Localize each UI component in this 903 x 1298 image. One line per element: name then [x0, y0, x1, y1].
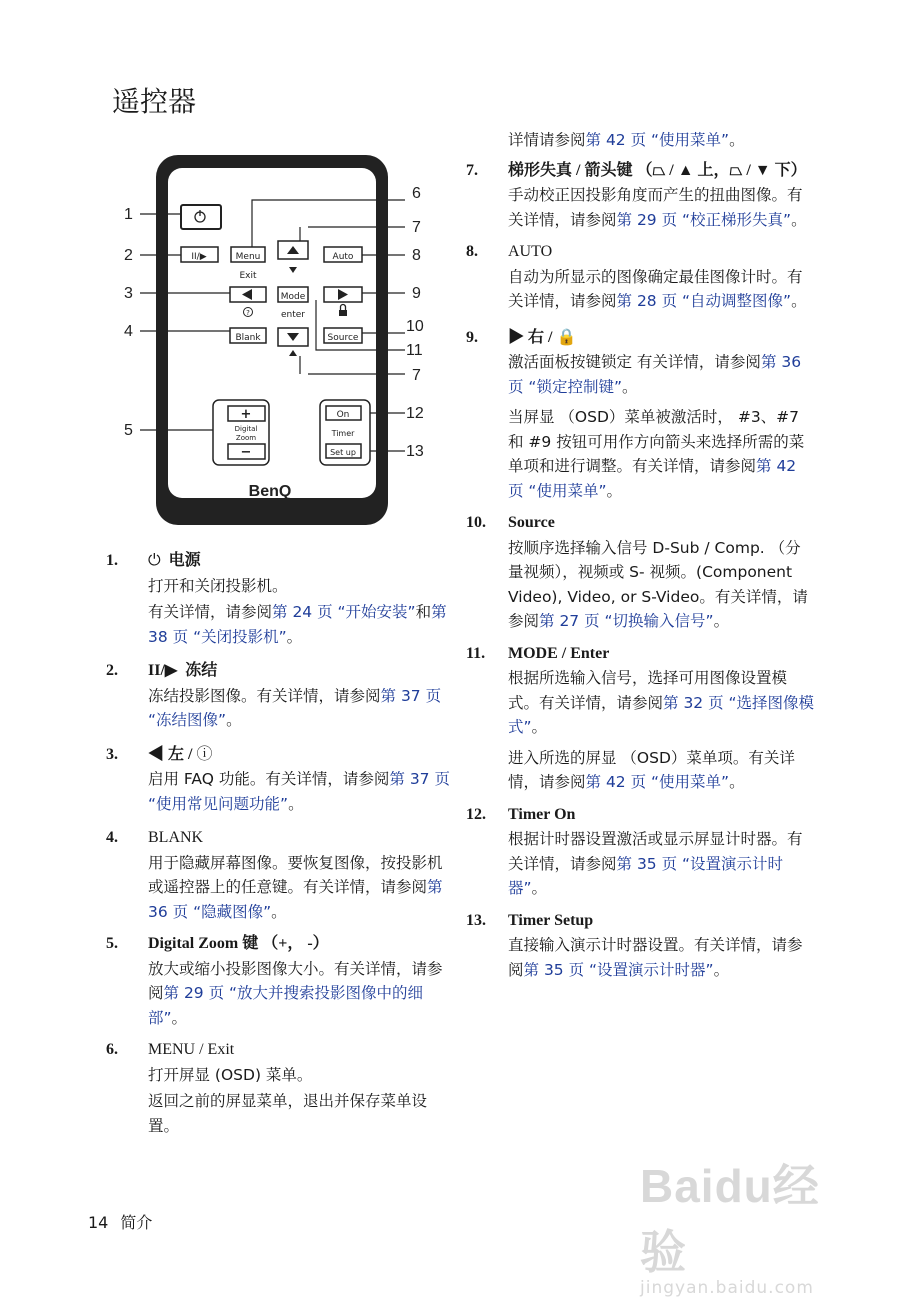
- page-number: 14: [88, 1213, 109, 1232]
- link[interactable]: 第 38 页 “关闭投影机”: [148, 603, 447, 646]
- page-title: 遥控器: [112, 85, 197, 118]
- list-item: 2. II/▶ 冻结 冻结投影图像。有关详情，请参阅第 37 页 “冻结图像”。: [106, 662, 442, 729]
- callout-4: 4: [124, 323, 133, 340]
- link[interactable]: 第 29 页 “放大并搜索投影图像中的细部”: [148, 984, 424, 1027]
- remote-diagram: [100, 150, 440, 530]
- callout-7a: 7: [412, 219, 421, 236]
- page-footer: [88, 1210, 152, 1233]
- link[interactable]: 第 37 页 “使用常见问题功能”: [148, 770, 450, 813]
- link[interactable]: 第 24 页 “开始安装”: [272, 603, 416, 621]
- list-item: 10. Source 按顺序选择输入信号 D-Sub / Comp. （分量视频），视频或 S- 视频。(Component Video), Video, or S-Video。有关详情，请参阅第 27 页 “切换输入信号”。: [466, 514, 808, 630]
- callout-5: 5: [124, 422, 133, 439]
- zoom-label: Zoom: [235, 434, 257, 442]
- mode-label: Mode: [280, 292, 306, 302]
- callout-1: 1: [124, 206, 133, 223]
- watermark: [640, 1150, 860, 1298]
- list-item: 1. ⏻ 电源 打开和关闭投影机。 有关详情，请参阅第 24 页 “开始安装”和第 38 页 “关闭投影机”。: [106, 552, 447, 646]
- callout-2: 2: [124, 247, 133, 264]
- brand-logo: BenQ: [248, 483, 292, 500]
- link[interactable]: 第 29 页 “校正梯形失真”: [616, 210, 792, 229]
- list-item: 4. BLANK 用于隐藏屏幕图像。要恢复图像，按投影机或遥控器上的任意键。有关详情，请参阅第 36 页 “隐藏图像”。: [106, 829, 443, 921]
- callout-7b: 7: [412, 367, 421, 384]
- callout-10: 10: [406, 318, 424, 335]
- link[interactable]: 第 42 页 “使用菜单”: [585, 773, 730, 791]
- zoom-plus: +: [240, 407, 252, 422]
- right-column: 详情请参阅第 42 页 “使用菜单”。 7. 梯形失真 / 箭头键 （⏢ / ▲ 上，⏢ / ▼ 下） 手动校正因投影角度而产生的扭曲图像。有关详情，请参阅第 29 页 “校正梯形失真”。 8. AUTO 自动为所显示的图像确定最佳图像计时。有关详情，请参阅第 28 页 “自动调整图像”。 9. ▶ 右 / 🔒 激活面板按键锁定 有关详情，请参阅第 36 页 “锁定控制键”。 当屏显 （OSD）菜单被激活时， #3、#7 和 #9 按钮可用作方向箭头来选择所需的菜单项和进行调整。有关详情，请参阅第 42 页 “使用菜单”。 10. Source 按顺序选择输入信号 D-Sub / Comp. （分量视频），视频或 S- 视频。(Component Video), Video, or S-Video。有关详情，请参阅第 27 页 “切换输入信号”。 11. MODE / Enter 根据所选输入信号，选择可用图像设置模式。有关详情，请参阅第 32 页 “选择图像模式”。 进入所选的屏显 （OSD）菜单项。有关详情，请参阅第 42 页 “使用菜单”。 12. Timer On 根据计时器设置激活或显示屏显计时器。有关详情，请参阅第 35 页 “设置演示计时器”。 13. Timer Setup 直接输入演示计时器设置。有关详情，请参阅第 35 页 “设置演示计时器”。: [466, 128, 816, 984]
- link[interactable]: 第 42 页 “使用菜单”: [508, 457, 797, 500]
- auto-label: Auto: [332, 252, 354, 262]
- link[interactable]: 第 36 页 “锁定控制键”: [508, 353, 802, 396]
- list-item: 6. MENU / Exit 打开屏显 (OSD) 菜单。 返回之前的屏显菜单，退出并保存菜单设置。: [106, 1041, 428, 1135]
- list-item: 5. Digital Zoom 键 （+， -） 放大或缩小投影图像大小。有关详情，请参阅第 29 页 “放大并搜索投影图像中的细部”。: [106, 935, 443, 1027]
- help-icon: ⓘ: [196, 745, 213, 763]
- power-icon: ⏻: [148, 552, 161, 569]
- callout-8: 8: [412, 247, 421, 264]
- source-label: Source: [327, 333, 359, 343]
- link[interactable]: 第 42 页 “使用菜单”: [585, 131, 730, 149]
- zoom-minus: −: [240, 445, 252, 460]
- freeze-icon: II/▶: [148, 662, 178, 679]
- exit-label: Exit: [239, 271, 257, 281]
- digital-label: Digital: [234, 425, 258, 433]
- callout-6: 6: [412, 185, 421, 202]
- watermark-logo: Baidu经验: [640, 1160, 820, 1278]
- callout-12: 12: [406, 405, 424, 422]
- list-item: 7. 梯形失真 / 箭头键 （⏢ / ▲ 上，⏢ / ▼ 下） 手动校正因投影角度而产生的扭曲图像。有关详情，请参阅第 29 页 “校正梯形失真”。: [466, 161, 807, 229]
- link[interactable]: 第 32 页 “选择图像模式”: [508, 693, 815, 736]
- watermark-url: jingyan.baidu.com: [640, 1278, 814, 1298]
- callout-11: 11: [406, 342, 423, 359]
- list-item: 11. MODE / Enter 根据所选输入信号，选择可用图像设置模式。有关详情，请参阅第 32 页 “选择图像模式”。 进入所选的屏显 （OSD）菜单项。有关详情，请参阅第 42 页 “使用菜单”。: [466, 644, 815, 791]
- link[interactable]: 第 35 页 “设置演示计时器”: [523, 960, 714, 979]
- timer-label: Timer: [331, 429, 355, 438]
- setup-label: Set up: [330, 448, 356, 457]
- callout-13: 13: [406, 443, 424, 460]
- list-item: 9. ▶ 右 / 🔒 激活面板按键锁定 有关详情，请参阅第 36 页 “锁定控制键”。 当屏显 （OSD）菜单被激活时， #3、#7 和 #9 按钮可用作方向箭头来选择所需的菜单项和进行调整。有关详情，请参阅第 42 页 “使用菜单”。: [466, 328, 805, 500]
- link[interactable]: 第 36 页 “隐藏图像”: [148, 878, 443, 921]
- list-item: 8. AUTO 自动为所显示的图像确定最佳图像计时。有关详情，请参阅第 28 页 “自动调整图像”。: [466, 243, 807, 310]
- link[interactable]: 第 28 页 “自动调整图像”: [616, 292, 792, 310]
- list-item: 3. ◀ 左 / ⓘ 启用 FAQ 功能。有关详情，请参阅第 37 页 “使用常见问题功能”。: [106, 745, 450, 813]
- callout-3: 3: [124, 285, 133, 302]
- section-name: 简介: [120, 1213, 153, 1232]
- menu-label: Menu: [235, 252, 261, 262]
- on-label: On: [336, 410, 350, 420]
- left-column: [106, 549, 456, 1140]
- blank-label: Blank: [235, 333, 261, 343]
- lock-icon: 🔒: [556, 328, 577, 346]
- callout-9: 9: [412, 285, 421, 302]
- link[interactable]: 第 27 页 “切换输入信号”: [539, 612, 714, 630]
- enter-label: enter: [280, 310, 306, 320]
- svg-text:?: ?: [246, 309, 250, 317]
- list-item: 13. Timer Setup 直接输入演示计时器设置。有关详情，请参阅第 35 页 “设置演示计时器”。: [466, 911, 803, 979]
- list-item: 12. Timer On 根据计时器设置激活或显示屏显计时器。有关详情，请参阅第 35 页 “设置演示计时器”。: [466, 805, 803, 897]
- link[interactable]: 第 37 页 “冻结图像”: [148, 686, 442, 729]
- freeze-label: II/▶: [191, 252, 207, 262]
- link[interactable]: 第 35 页 “设置演示计时器”: [508, 854, 784, 897]
